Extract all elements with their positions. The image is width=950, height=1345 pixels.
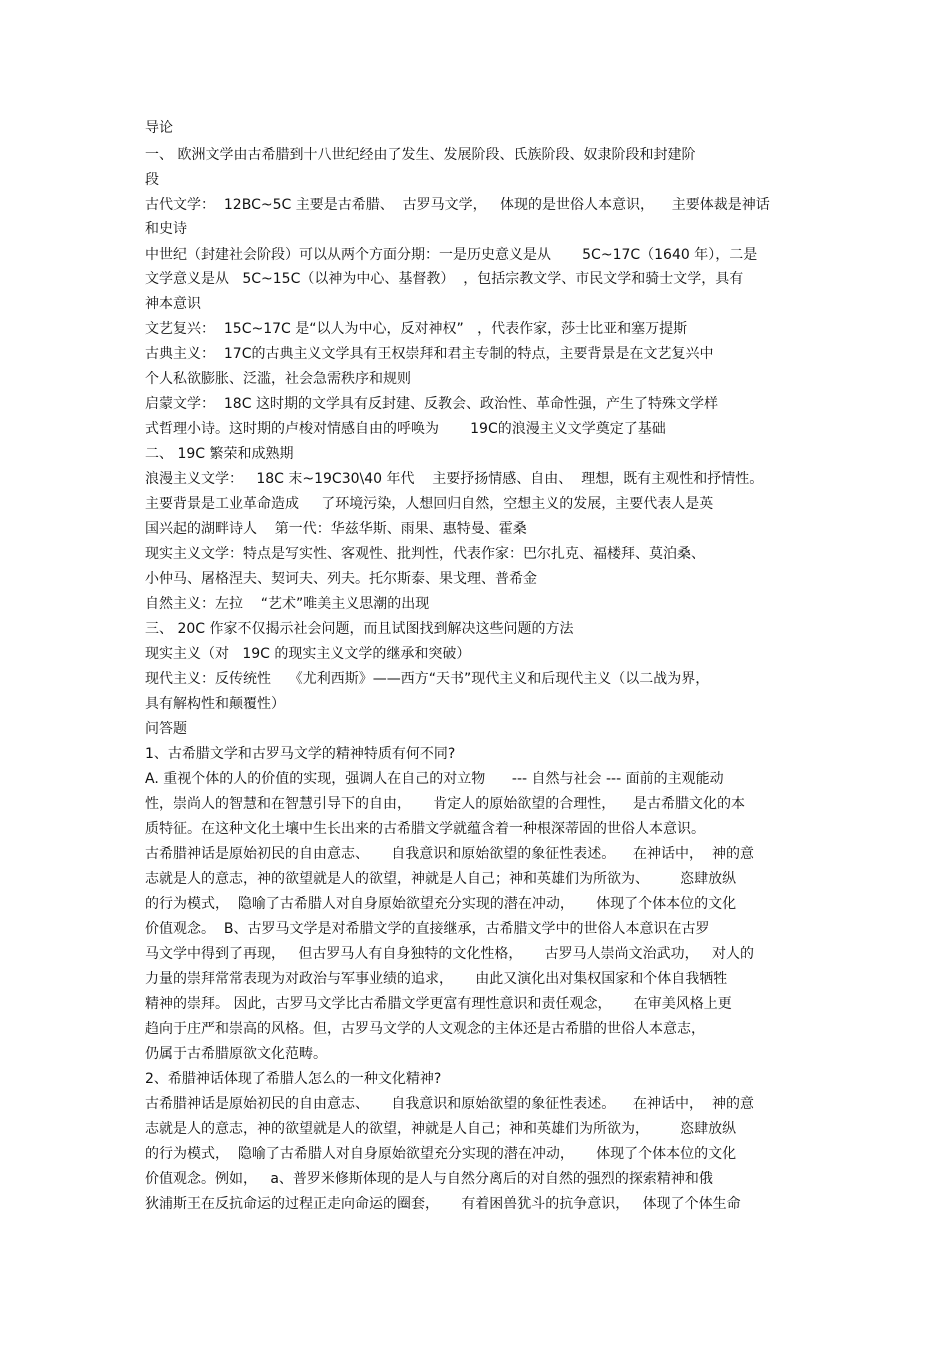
text-line: 精神的崇拜。 因此，古罗马文学比古希腊文学更富有理性意识和责任观念， 在审美风格上更: [145, 996, 732, 1012]
text-line: 式哲理小诗。这时期的卢梭对情感自由的呼唤为 19C的浪漫主义文学奠定了基础: [145, 421, 666, 437]
text-line: 文学意义是从 5C~15C（以神为中心、基督教） ，包括宗教文学、市民文学和骑士文学，具有: [145, 271, 744, 287]
text-line: A. 重视个体的人的价值的实现，强调人在自己的对立物 --- 自然与社会 --- 面前的主观能动: [145, 771, 724, 787]
text-line: 段: [145, 172, 159, 188]
text-line: 志就是人的意志，神的欲望就是人的欲望，神就是人自己；神和英雄们为所欲为， 恣肆放纵: [145, 1121, 737, 1137]
text-line: 志就是人的意志，神的欲望就是人的欲望，神就是人自己；神和英雄们为所欲为、 恣肆放纵: [145, 871, 737, 887]
text-line: 二、 19C 繁荣和成熟期: [145, 446, 294, 462]
text-line: 价值观念。 B、古罗马文学是对希腊文学的直接继承，古希腊文学中的世俗人本意识在古罗: [145, 921, 710, 937]
text-line: 神本意识: [145, 296, 201, 312]
text-line: 价值观念。例如， a、普罗米修斯体现的是人与自然分离后的对自然的强烈的探索精神和俄: [145, 1171, 713, 1187]
text-line: 的行为模式， 隐喻了古希腊人对自身原始欲望充分实现的潜在冲动， 体现了个体本位的文化: [145, 1146, 737, 1162]
text-line: 力量的崇拜常常表现为对政治与军事业绩的追求， 由此又演化出对集权国家和个体自我牺牲: [145, 971, 728, 987]
text-line: 现实主义文学：特点是写实性、客观性、批判性，代表作家：巴尔扎克、福楼拜、莫泊桑、: [145, 546, 705, 562]
text-line: 文艺复兴： 15C~17C 是“以人为中心，反对神权” ，代表作家，莎士比亚和塞万提斯: [145, 321, 688, 337]
text-line: 和史诗: [145, 221, 187, 237]
text-line: 2、希腊神话体现了希腊人怎么的一种文化精神?: [145, 1071, 442, 1087]
text-line: 狄浦斯王在反抗命运的过程正走向命运的圈套， 有着困兽犹斗的抗争意识， 体现了个体生命: [145, 1196, 741, 1212]
text-line: 三、 20C 作家不仅揭示社会问题，而且试图找到解决这些问题的方法: [145, 621, 574, 637]
text-line: 浪漫主义文学： 18C 末~19C30\40 年代 主要抒扬情感、自由、 理想，既有主观性和抒情性。: [145, 471, 764, 487]
text-line: 个人私欲膨胀、泛滥，社会急需秩序和规则: [145, 371, 411, 387]
text-line: 趋向于庄严和崇高的风格。但，古罗马文学的人文观念的主体还是古希腊的世俗人本意志，: [145, 1021, 705, 1037]
text-line: 古希腊神话是原始初民的自由意志、 自我意识和原始欲望的象征性表述。 在神话中， 神的意: [145, 1096, 754, 1112]
text-line: 导论: [145, 120, 173, 136]
text-line: 古典主义： 17C的古典主义文学具有王权崇拜和君主专制的特点，主要背景是在文艺复兴中: [145, 346, 714, 362]
text-line: 现实主义（对 19C 的现实主义文学的继承和突破）: [145, 646, 471, 662]
text-line: 主要背景是工业革命造成 了环境污染，人想回归自然，空想主义的发展，主要代表人是英: [145, 496, 714, 512]
text-line: 质特征。在这种文化土壤中生长出来的古希腊文学就蕴含着一种根深蒂固的世俗人本意识。: [145, 821, 705, 837]
text-line: 自然主义：左拉 “艺术”唯美主义思潮的出现: [145, 596, 430, 612]
text-line: 现代主义：反传统性 《尤利西斯》——西方“天书”现代主义和后现代主义（以二战为界，: [145, 671, 710, 687]
text-line: 启蒙文学： 18C 这时期的文学具有反封建、反教会、政治性、革命性强，产生了特殊文学样: [145, 396, 718, 412]
text-line: 1、古希腊文学和古罗马文学的精神特质有何不同?: [145, 746, 456, 762]
text-line: 性，崇尚人的智慧和在智慧引导下的自由， 肯定人的原始欲望的合理性， 是古希腊文化的本: [145, 796, 746, 812]
text-line: 的行为模式， 隐喻了古希腊人对自身原始欲望充分实现的潜在冲动， 体现了个体本位的文化: [145, 896, 737, 912]
text-line: 问答题: [145, 721, 187, 737]
text-line: 具有解构性和颠覆性）: [145, 696, 285, 712]
text-line: 中世纪（封建社会阶段）可以从两个方面分期：一是历史意义是从 5C~17C（1640 年），二是: [145, 247, 758, 263]
text-line: 古代文学： 12BC~5C 主要是古希腊、 古罗马文学， 体现的是世俗人本意识， 主要体裁是神话: [145, 197, 770, 213]
text-line: 国兴起的湖畔诗人 第一代：华兹华斯、雨果、惠特曼、霍桑: [145, 521, 527, 537]
text-line: 古希腊神话是原始初民的自由意志、 自我意识和原始欲望的象征性表述。 在神话中， 神的意: [145, 846, 754, 862]
text-line: 小仲马、屠格涅夫、契诃夫、列夫。托尔斯泰、果戈理、普希金: [145, 571, 537, 587]
text-line: 一、 欧洲文学由古希腊到十八世纪经由了发生、发展阶段、氏族阶段、奴隶阶段和封建阶: [145, 147, 696, 163]
text-line: 仍属于古希腊原欲文化范畴。: [145, 1046, 327, 1062]
text-line: 马文学中得到了再现， 但古罗马人有自身独特的文化性格， 古罗马人崇尚文治武功， 对人的: [145, 946, 754, 962]
